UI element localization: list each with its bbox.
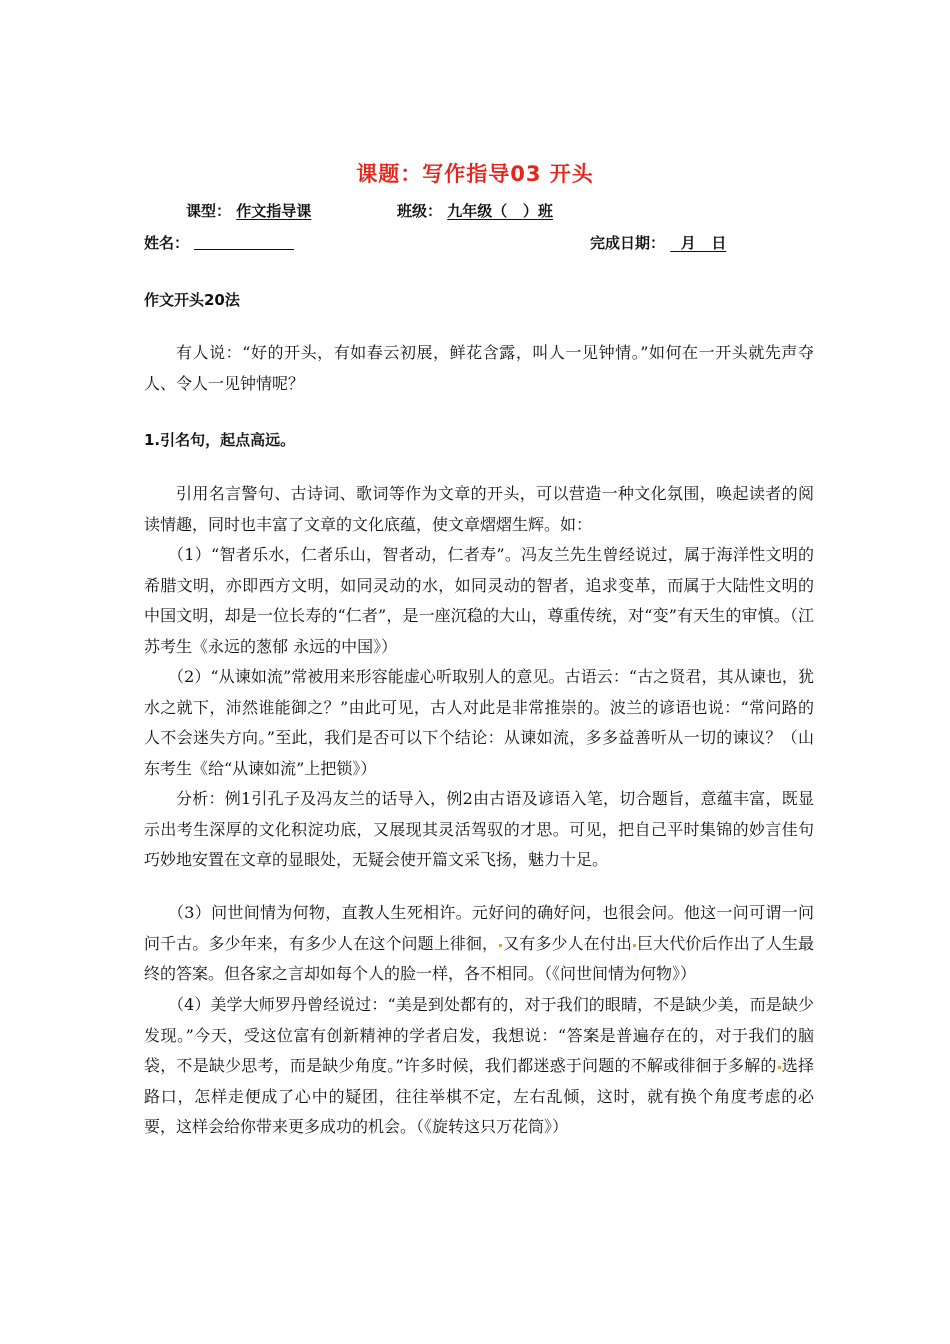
date-field <box>590 232 726 253</box>
example-1: （1）“智者乐水，仁者乐山，智者动，仁者寿”。冯友兰先生曾经说过，属于海洋性文明的希腊文明，亦即西方文明，如同灵动的水，如同灵动的智者，追求变革，而属于大陆性文明的中国文明，却是一位长寿的“仁者”，是一座沉稳的大山，尊重传统，对“变”有天生的审慎。（江苏考生《永远的葱郁 永远的中国》） <box>144 545 814 656</box>
analysis-paragraph: 分析：例1引孔子及冯友兰的话导入，例2由古语及谚语入笔，切合题旨，意蕴丰富，既显示出考生深厚的文化积淀功底，又展现其灵活驾驭的才思。可见，把自己平时集锦的妙言佳句巧妙地安置在文章的显眼处，无疑会使开篇文采飞扬，魅力十足。 <box>144 789 814 869</box>
example-2: （2）“从谏如流”常被用来形容能虚心听取别人的意见。古语云：“古之贤君，其从谏也，犹水之就下，沛然谁能御之？”由此可见，古人对此是非常推崇的。波兰的谚语也说：“常问路的人不会迷失方向。”至此，我们是否可以下个结论：从谏如流，多多益善听从一切的谏议？（山东考生《给“从谏如流”上把锁》） <box>144 667 814 778</box>
edit-mark <box>633 944 636 947</box>
section-title: 作文开头20法 <box>144 291 240 309</box>
class-value: 九年级（ ）班 <box>447 202 553 220</box>
edit-mark <box>778 1066 781 1069</box>
example-3-part-b: 又有多少人在付出 <box>503 933 632 953</box>
course-type <box>186 200 311 221</box>
course-type-value: 作文指导课 <box>236 202 312 220</box>
method1-body: 引用名言警句、古诗词、歌词等作为文章的开头，可以营造一种文化氛围，唤起读者的阅读情趣，同时也丰富了文章的文化底蕴，使文章熠熠生辉。如： <box>144 484 814 534</box>
class-field <box>397 200 553 221</box>
intro-paragraph: 有人说：“好的开头，有如春云初展，鲜花含露，叫人一见钟情。”如何在一开头就先声夺人、令人一见钟情呢？ <box>144 343 814 393</box>
course-type-label: 课型： <box>186 202 232 220</box>
example-4-part-b: 选择路口，怎样走便成了心中的疑团，往往举棋不定，左右乱倾，这时，就有换个角度考虑的必要，这样会给你带来更多成功的机会。（《旋转这只万花筒》） <box>144 1056 814 1136</box>
date-label: 完成日期： <box>590 234 666 252</box>
example-3-part-c: 巨大代价后作出了人生最终的答案。但各家之言却如每个人的脸一样，各不相同。（《问世间情为何物》） <box>144 933 814 983</box>
method1-heading: 1.引名句，起点高远。 <box>144 431 296 449</box>
example-4 <box>144 990 814 1143</box>
name-field <box>144 232 294 253</box>
edit-mark <box>499 944 502 947</box>
name-label: 姓名： <box>144 234 190 252</box>
name-blank <box>194 235 294 250</box>
date-value: 月 日 <box>670 234 727 252</box>
page-title: 课题：写作指导03 开头 <box>356 162 594 186</box>
example-4-part-a: （4）美学大师罗丹曾经说过：“美是到处都有的，对于我们的眼睛，不是缺少美，而是缺少发现。”今天，受这位富有创新精神的学者启发，我想说：“答案是普遍存在的，对于我们的脑袋，不是缺少思考，而是缺少角度。”许多时候，我们都迷惑于问题的不解或徘徊于多解的 <box>144 995 814 1075</box>
example-3-part-a: （3）问世间情为何物，直教人生死相许。元好问的确好问，也很会问。他这一问可谓一问问千古。多少年来，有多少人在这个问题上徘徊， <box>144 903 814 953</box>
class-label: 班级： <box>397 202 443 220</box>
example-3 <box>144 898 814 990</box>
